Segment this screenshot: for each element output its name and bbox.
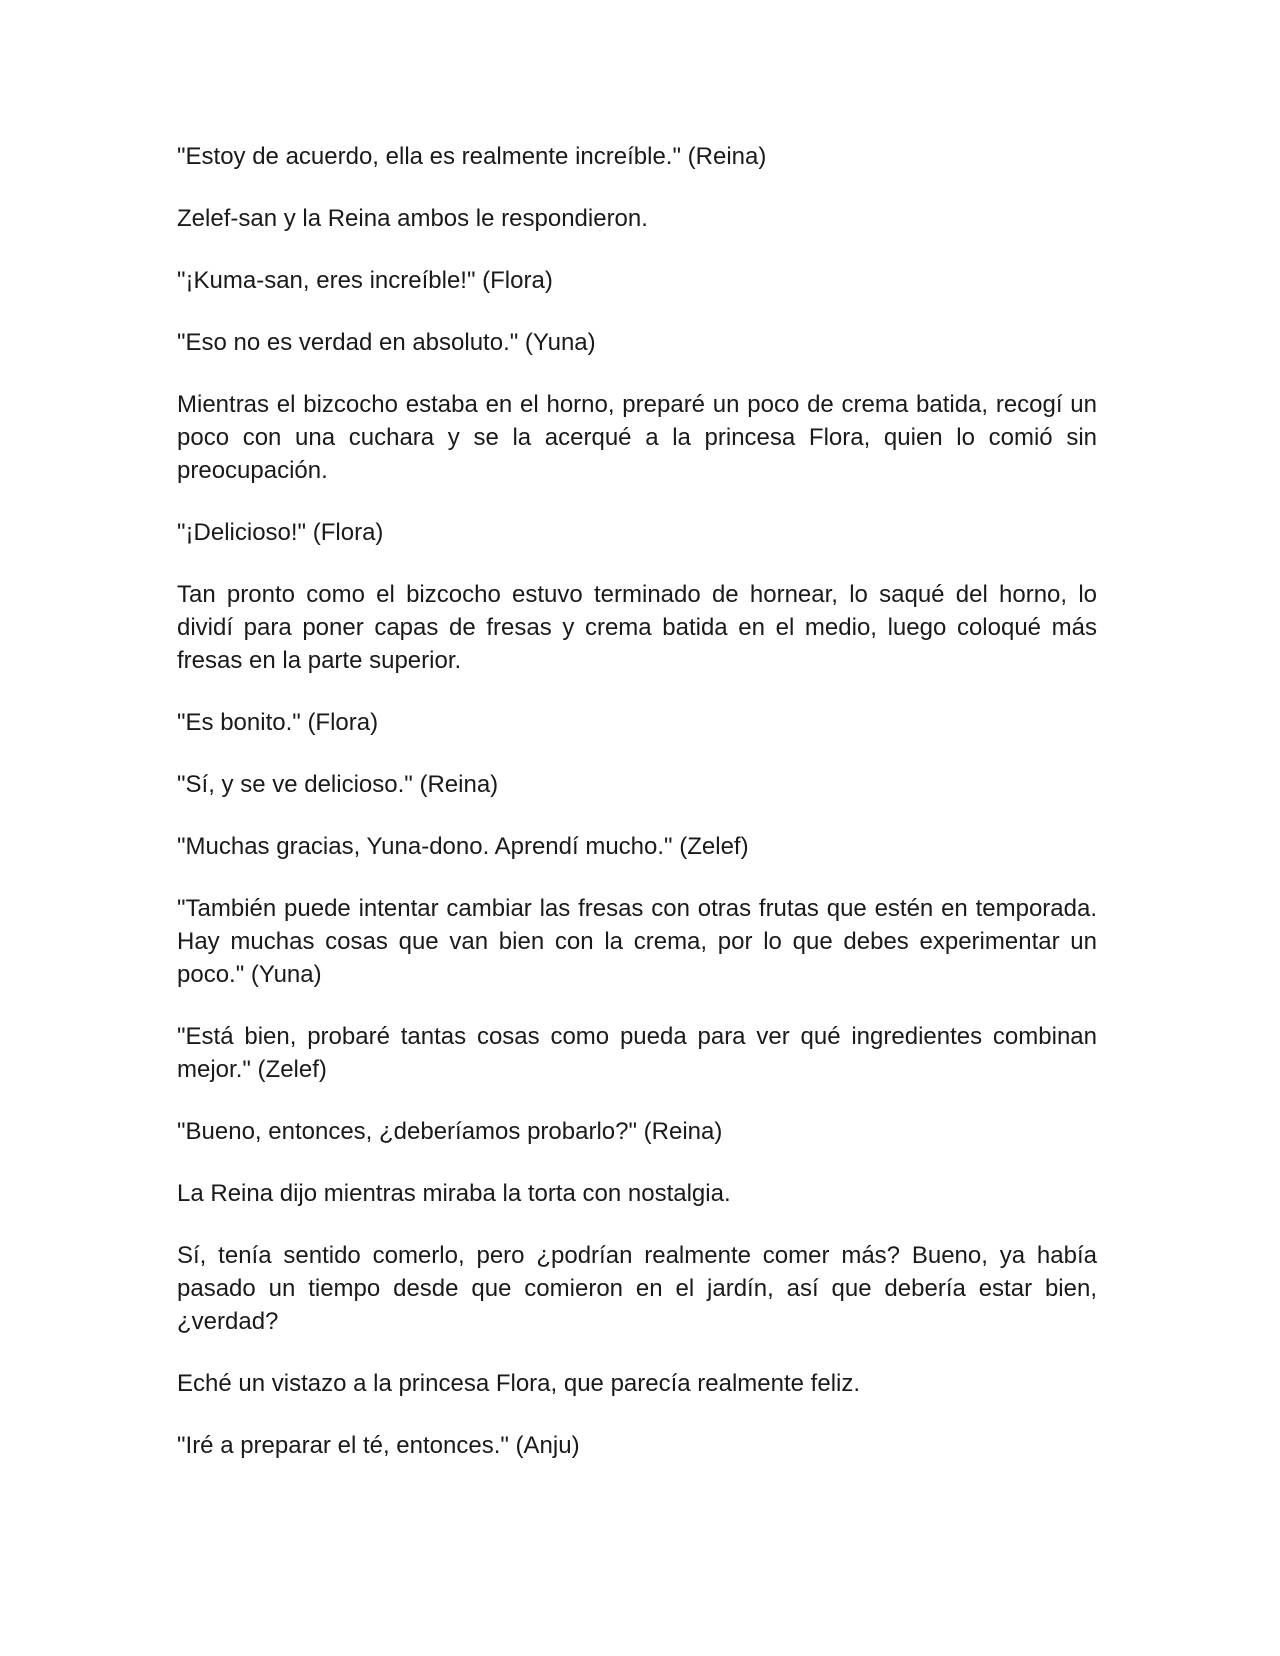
paragraph: "¡Delicioso!" (Flora) bbox=[177, 519, 384, 546]
paragraph: Eché un vistazo a la princesa Flora, que parecía realmente feliz. bbox=[177, 1370, 861, 1397]
paragraph: Sí, tenía sentido comerlo, pero ¿podrían realmente comer más? Bueno, ya había pasado un tiempo desde que comieron en el jardín, así que debería estar bien, ¿verdad? bbox=[177, 1242, 1097, 1335]
paragraph: "Estoy de acuerdo, ella es realmente increíble." (Reina) bbox=[177, 143, 767, 170]
paragraph: La Reina dijo mientras miraba la torta con nostalgia. bbox=[177, 1180, 731, 1207]
paragraph: "Sí, y se ve delicioso." (Reina) bbox=[177, 771, 499, 798]
paragraph: "También puede intentar cambiar las fresas con otras frutas que estén en temporada. Hay muchas cosas que van bien con la crema, por lo que debes experimentar un poco." (Yuna) bbox=[177, 895, 1097, 988]
document-body bbox=[177, 140, 1097, 1491]
paragraph: Mientras el bizcocho estaba en el horno, preparé un poco de crema batida, recogí un poco con una cuchara y se la acerqué a la princesa Flora, quien lo comió sin preocupación. bbox=[177, 391, 1097, 484]
paragraph: Tan pronto como el bizcocho estuvo terminado de hornear, lo saqué del horno, lo dividí para poner capas de fresas y crema batida en el medio, luego coloqué más fresas en la parte superior. bbox=[177, 581, 1097, 674]
paragraph: "¡Kuma-san, eres increíble!" (Flora) bbox=[177, 267, 553, 294]
paragraph: "Iré a preparar el té, entonces." (Anju) bbox=[177, 1432, 580, 1459]
paragraph: "Eso no es verdad en absoluto." (Yuna) bbox=[177, 329, 596, 356]
paragraph: "Es bonito." (Flora) bbox=[177, 709, 379, 736]
paragraph: "Está bien, probaré tantas cosas como pueda para ver qué ingredientes combinan mejor." (Zelef) bbox=[177, 1023, 1097, 1083]
paragraph: "Bueno, entonces, ¿deberíamos probarlo?" (Reina) bbox=[177, 1118, 723, 1145]
paragraph: "Muchas gracias, Yuna-dono. Aprendí mucho." (Zelef) bbox=[177, 833, 749, 860]
paragraph: Zelef-san y la Reina ambos le respondieron. bbox=[177, 205, 648, 232]
